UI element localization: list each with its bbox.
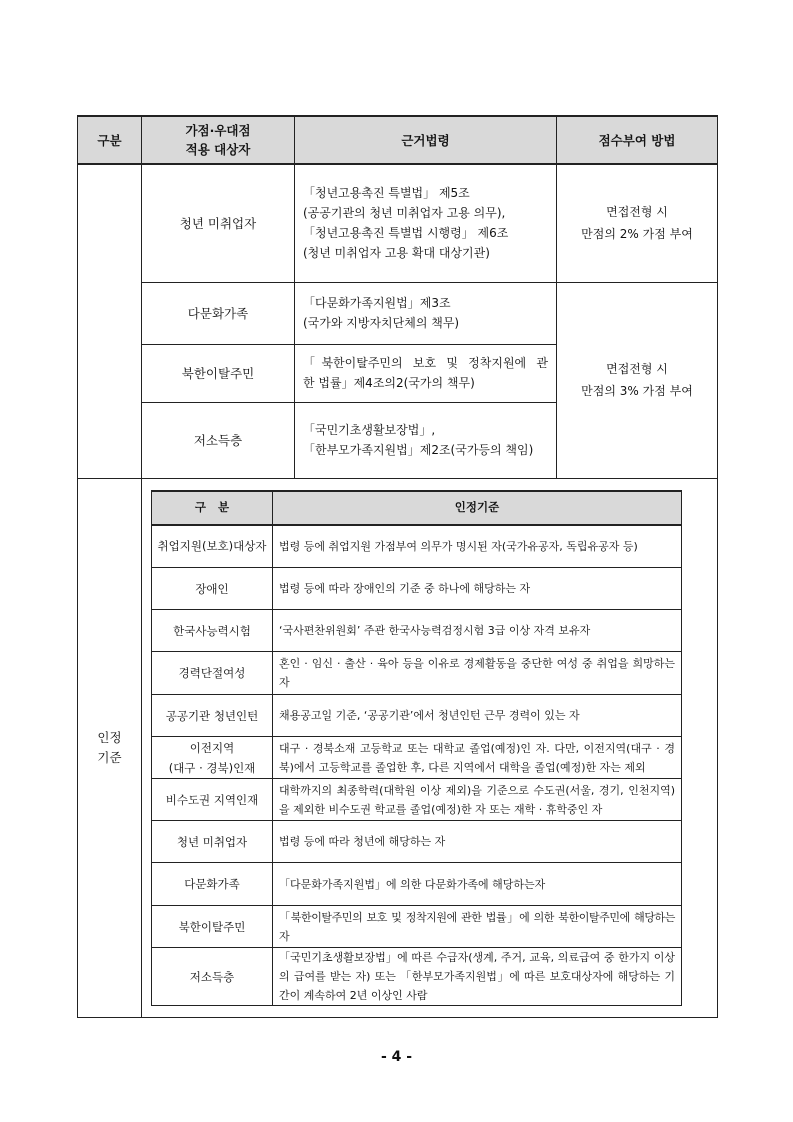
criteria-row [78,478,718,1018]
criteria-row-non-capital [152,779,682,821]
pref-law [295,344,557,402]
criteria-table [151,490,682,1007]
criteria-desc: 「국민기초생활보장법」에 따른 수급자(생계, 주거, 교육, 의료급여 중 한가지 이상의 급여를 받는 자) 또는 「한부모가족지원법」에 따른 보호대상자에 해당하는 기간이 계속하여 2년 이상인 사람 [273,948,682,1006]
criteria-row-youth [152,821,682,863]
law-line: 「다문화가족지원법」제3조 [303,296,451,310]
header-target-line1: 가점·우대점 [185,123,251,138]
criteria-desc: 혼인 · 임신 · 출산 · 육아 등을 이유로 경제활동을 중단한 여성 중 취업을 희망하는 자 [273,652,682,695]
criteria-row-veteran [152,525,682,568]
law-line: 「북한이탈주민의 보호 및 정착지원에 관 [303,356,548,370]
criteria-header-row [152,491,682,525]
method-line: 만점의 2% 가점 부여 [581,227,693,242]
criteria-desc: 「다문화가족지원법」에 의한 다문화가족에 해당하는자 [273,863,682,906]
criteria-row-korean-history [152,610,682,652]
criteria-name: 장애인 [152,568,273,610]
header-category: 구분 [78,116,142,164]
pref-law [295,402,557,478]
criteria-desc: ‘국사편찬위원회’ 주관 한국사능력검정시험 3급 이상 자격 보유자 [273,610,682,652]
pref-target: 청년 미취업자 [142,164,295,282]
header-target [142,116,295,164]
criteria-label [78,478,142,1018]
criteria-desc: 법령 등에 취업지원 가점부여 의무가 명시된 자(국가유공자, 독립유공자 등) [273,525,682,568]
pref-target: 저소득층 [142,402,295,478]
criteria-name: 다문화가족 [152,863,273,906]
law-line: (국가와 지방자치단체의 책무) [303,316,460,330]
criteria-row-career-break [152,652,682,695]
method-line: 면접전형 시 [606,362,668,376]
law-line: 「청년고용촉진 특별법」 제5조 [303,186,470,201]
criteria-name: 한국사능력시험 [152,610,273,652]
criteria-row-intern [152,695,682,737]
criteria-desc: 대학까지의 최종학력(대학원 이상 제외)을 기준으로 수도권(서울, 경기, 인천지역)을 제외한 비수도권 학교를 졸업(예정)한 자 또는 재학 · 휴학중인 자 [273,779,682,821]
criteria-row-low-income [152,948,682,1006]
criteria-name: 북한이탈주민 [152,906,273,948]
criteria-name-line: (대구 · 경북)인재 [168,760,256,775]
criteria-desc: 대구 · 경북소재 고등학교 또는 대학교 졸업(예정)인 자. 다만, 이전지역(대구 · 경북)에서 고등학교를 졸업한 후, 다른 지역에서 대학을 졸업(예정)한 자는 제외 [273,737,682,779]
criteria-desc: 「북한이탈주민의 보호 및 정착지원에 관한 법률」에 의한 북한이탈주민에 해당하는 자 [273,906,682,948]
pref-target: 북한이탈주민 [142,344,295,402]
criteria-name: 경력단절여성 [152,652,273,695]
pref-method-shared [557,282,718,478]
criteria-table-cell [142,478,718,1018]
criteria-name [152,737,273,779]
law-line: (공공기관의 청년 미취업자 고용 의무), [303,206,506,221]
criteria-header-category: 구 분 [152,491,273,525]
law-line: 「청년고용촉진 특별법 시행령」 제6조 [303,226,509,241]
criteria-row-relocation [152,737,682,779]
criteria-desc: 법령 등에 따라 장애인의 기준 중 하나에 해당하는 자 [273,568,682,610]
law-line: 한 법률」제4조의2(국가의 책무) [303,376,475,390]
pref-row-youth [78,164,718,282]
law-line: 「국민기초생활보장법」, [303,423,436,437]
criteria-name: 취업지원(보호)대상자 [152,525,273,568]
criteria-name: 비수도권 지역인재 [152,779,273,821]
pref-row-multicultural [78,282,718,344]
method-line: 만점의 3% 가점 부여 [581,384,693,398]
criteria-row-multicultural [152,863,682,906]
method-line: 면접전형 시 [606,205,668,220]
pref-method [557,164,718,282]
criteria-row-defector [152,906,682,948]
preference-table [77,115,718,1018]
criteria-name-line: 이전지역 [189,740,235,755]
pref-law [295,282,557,344]
criteria-row-disabled [152,568,682,610]
pref-category-cell [78,164,142,478]
page-number: - 4 - [380,1049,413,1065]
criteria-name: 청년 미취업자 [152,821,273,863]
criteria-desc: 채용공고일 기준, ‘공공기관’에서 청년인턴 근무 경력이 있는 자 [273,695,682,737]
criteria-name: 저소득층 [152,948,273,1006]
law-line: 「한부모가족지원법」제2조(국가등의 책임) [303,443,534,457]
law-line: (청년 미취업자 고용 확대 대상기관) [303,246,490,261]
header-method: 점수부여 방법 [557,116,718,164]
pref-law [295,164,557,282]
criteria-label-line2: 기준 [97,749,122,765]
pref-target: 다문화가족 [142,282,295,344]
criteria-label-line1: 인정 [97,729,122,745]
criteria-name: 공공기관 청년인턴 [152,695,273,737]
header-target-line2: 적용 대상자 [185,142,251,157]
criteria-desc: 법령 등에 따라 청년에 해당하는 자 [273,821,682,863]
criteria-header-standard: 인정기준 [273,491,682,525]
header-law: 근거법령 [295,116,557,164]
header-row [78,116,718,164]
